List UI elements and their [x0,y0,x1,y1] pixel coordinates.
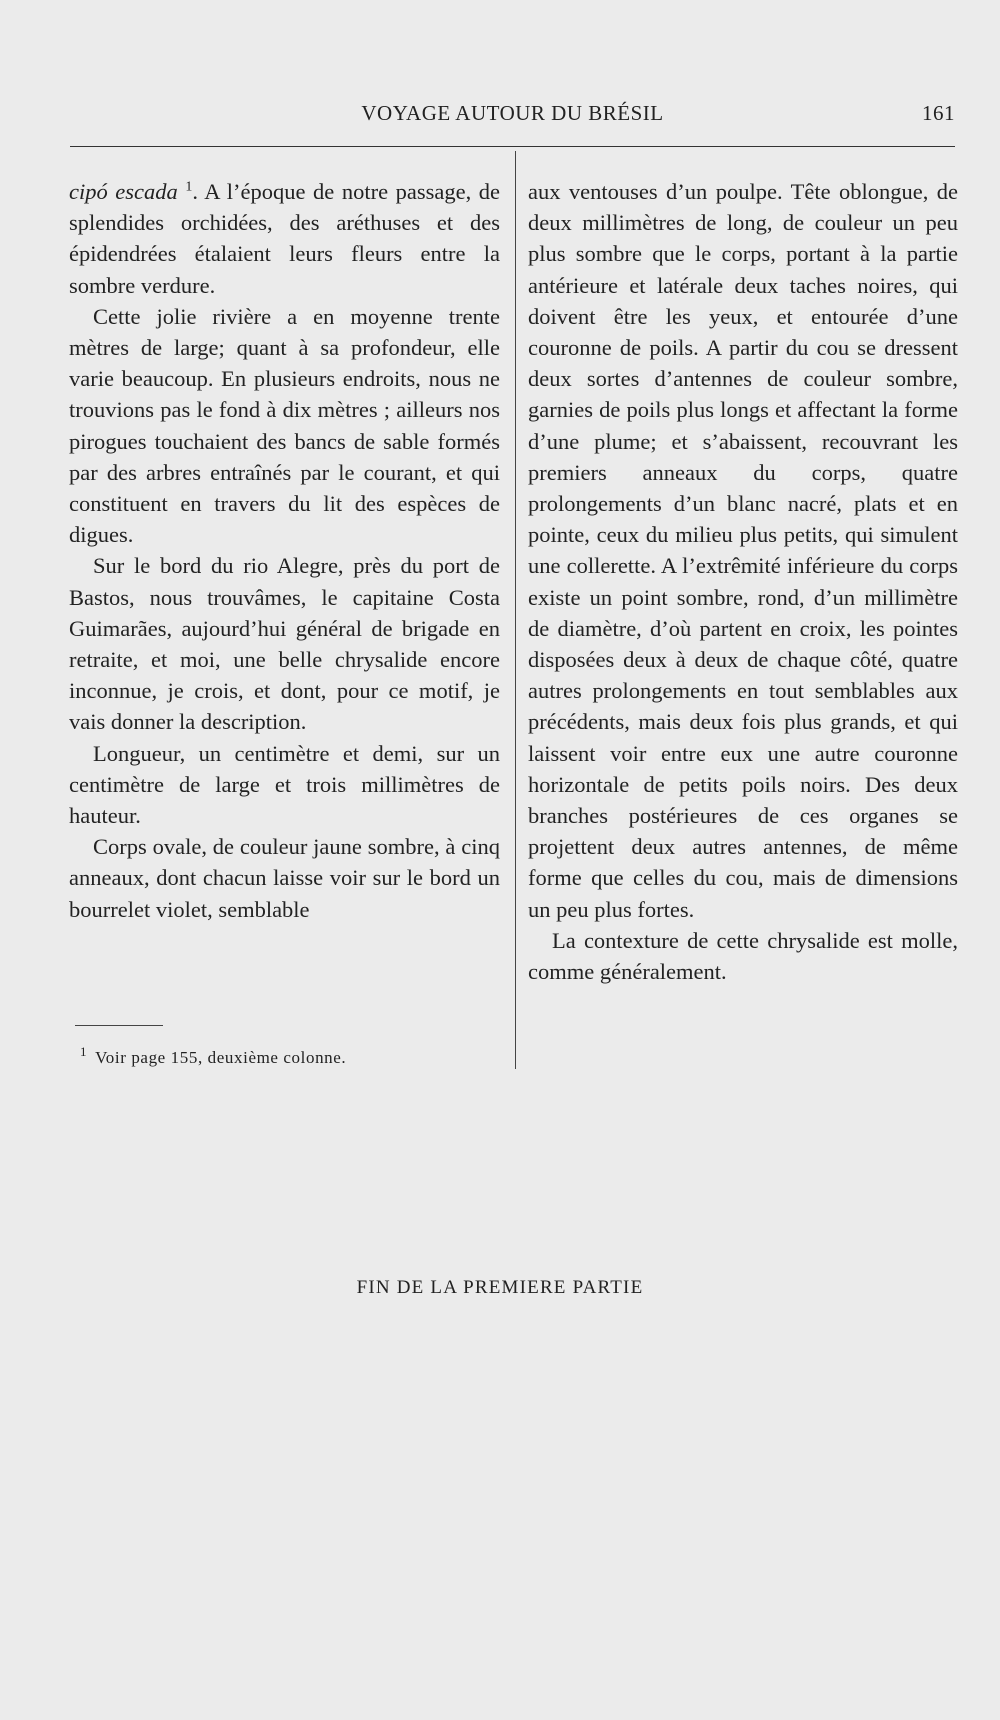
page-number: 161 [922,101,955,125]
end-of-part-heading: FIN DE LA PREMIERE PARTIE [356,1277,644,1298]
left-column [69,176,500,925]
right-column [528,176,958,987]
right-paragraph-1: aux ventouses d’un poulpe. Tête oblongue, de deux millimètres de long, de couleur un peu plus sombre que le corps, portant à la partie antérieure et latérale deux taches noires, qui doivent être les yeux, et entourée d’une couronne de poils. A partir du cou se dressent deux sortes d’antennes de couleur sombre, garnies de poils plus longs et affectant la forme d’une plume; et s’abaissent, recouvrant les premiers anneaux du corps, quatre prolongements d’un blanc nacré, plats et en pointe, ceux du milieu plus petits, qui simulent une collerette. A l’extrêmité inférieure du corps existe un point sombre, rond, d’un millimètre de diamètre, d’où partent en croix, les pointes disposées deux à deux de chaque côté, quatre autres prolongements en tout semblables aux précédents, mais deux fois plus grands, et qui laissent voir entre eux une autre couronne horizontale de petits poils noirs. Des deux branches postérieures de ces organes se projettent deux autres antennes, de même forme que celles du cou, mais de dimensions un peu plus fortes. [528,179,958,922]
footnote [80,1044,347,1068]
left-paragraph-1-text: . A l’époque de notre passage, de splendides orchidées, des aréthuses et des épidendrées étalaient leurs fleurs entre la sombre verdure. [69,179,500,298]
footnote-text: Voir page 155, deuxième colonne. [95,1048,347,1067]
left-paragraph-1 [69,176,500,301]
footnote-mark: 1 [80,1044,88,1060]
left-paragraph-4: Longueur, un centimètre et demi, sur un centimètre de large et trois millimètres de hauteur. [69,740,500,829]
column-divider [515,151,516,1069]
plant-name-italic: cipó escada [69,179,178,204]
left-paragraph-2: Cette jolie rivière a en moyenne trente mètres de large; quant à sa profondeur, elle varie beaucoup. En plusieurs endroits, nous ne trouvions pas le fond à dix mètres ; ailleurs nos pirogues touchaient des bancs de sable formés par des arbres entraînés par le courant, et qui constituent en travers du lit des espèces de digues. [69,303,500,548]
page-header [70,101,955,133]
footnote-rule [75,1025,163,1026]
left-paragraph-3: Sur le bord du rio Alegre, près du port de Bastos, nous trouvâmes, le capitaine Costa Guimarães, aujourd’hui général de brigade en retraite, et moi, une belle chrysalide encore inconnue, je crois, et dont, pour ce motif, je vais donner la description. [69,553,500,735]
footnote-reference: 1 [185,179,193,195]
running-title: VOYAGE AUTOUR DU BRÉSIL [361,101,664,125]
right-paragraph-2: La contexture de cette chrysalide est molle, comme généralement. [528,927,958,985]
left-paragraph-5: Corps ovale, de couleur jaune sombre, à cinq anneaux, dont chacun laisse voir sur le bord un bourrelet violet, semblable [69,834,500,922]
header-rule [70,146,955,147]
